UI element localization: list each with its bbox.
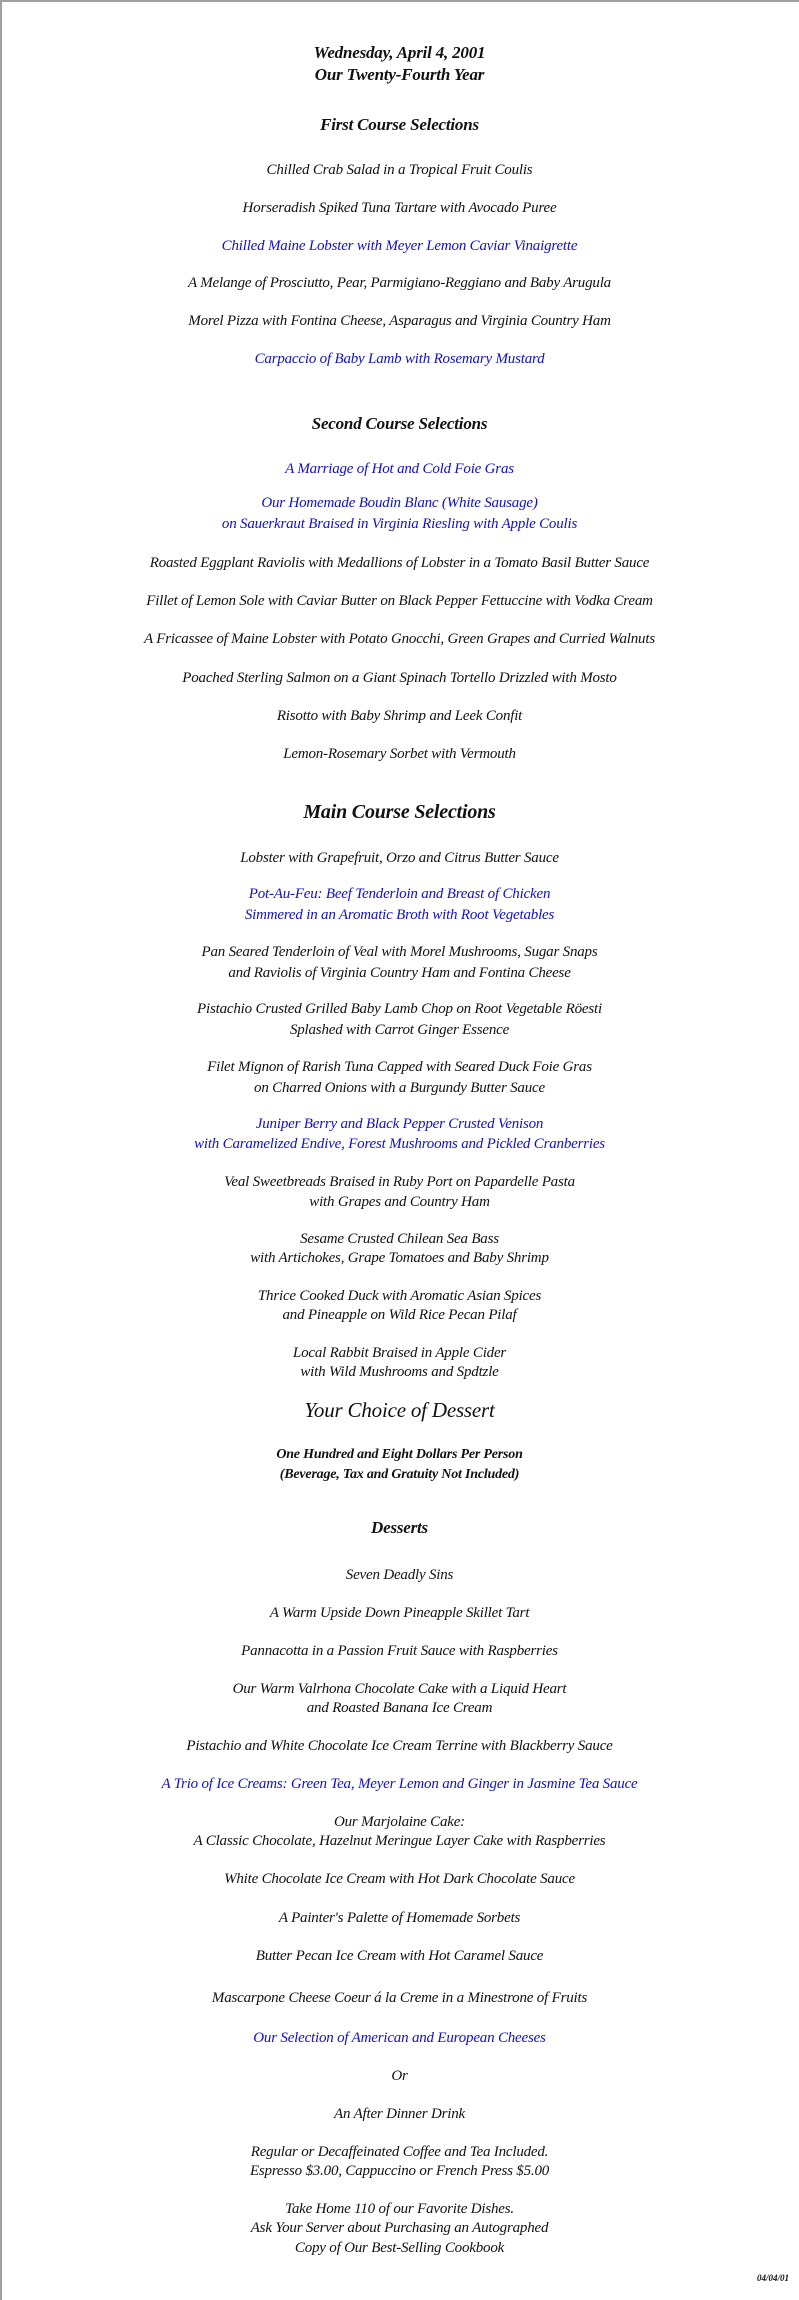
menu-item: Or: [391, 2068, 408, 2084]
menu-item: An After Dinner Drink: [334, 2106, 465, 2122]
menu-item: Pannacotta in a Passion Fruit Sauce with Raspberries: [241, 1643, 558, 1659]
menu-item-highlighted: Chilled Maine Lobster with Meyer Lemon Caviar Vinaigrette: [221, 238, 578, 254]
menu-item-highlighted: Juniper Berry and Black Pepper Crusted Venison: [255, 1116, 544, 1132]
menu-item: Splashed with Carrot Ginger Essence: [289, 1022, 510, 1038]
section-title-main-course: Main Course Selections: [303, 801, 496, 823]
footer-date: 04/04/01: [756, 2273, 789, 2283]
menu-date: Wednesday, April 4, 2001: [313, 43, 486, 62]
menu-item: Fillet of Lemon Sole with Caviar Butter on Black Pepper Fettuccine with Vodka Cream: [146, 593, 653, 609]
menu-item-highlighted: on Sauerkraut Braised in Virginia Riesling with Apple Coulis: [221, 516, 578, 532]
menu-item: White Chocolate Ice Cream with Hot Dark Chocolate Sauce: [224, 1871, 575, 1887]
menu-item: A Painter's Palette of Homemade Sorbets: [278, 1910, 521, 1926]
menu-item: with Grapes and Country Ham: [309, 1194, 490, 1210]
menu-item: Risotto with Baby Shrimp and Leek Confit: [276, 708, 523, 724]
menu-item: Local Rabbit Braised in Apple Cider: [292, 1345, 507, 1361]
menu-item: with Wild Mushrooms and Spdtzle: [300, 1364, 499, 1380]
dessert-choice-heading: Your Choice of Dessert: [304, 1398, 495, 1422]
menu-item: on Charred Onions with a Burgundy Butter Sauce: [254, 1080, 545, 1096]
price-note: (Beverage, Tax and Gratuity Not Included): [279, 1467, 520, 1482]
menu-item: A Fricassee of Maine Lobster with Potato Gnocchi, Green Grapes and Curried Walnuts: [144, 631, 655, 647]
menu-item: Chilled Crab Salad in a Tropical Fruit Coulis: [266, 162, 533, 178]
menu-item-highlighted: Carpaccio of Baby Lamb with Rosemary Mustard: [254, 351, 545, 367]
menu-item: Horseradish Spiked Tuna Tartare with Avocado Puree: [242, 200, 557, 216]
menu-item: A Melange of Prosciutto, Pear, Parmigiano-Reggiano and Baby Arugula: [188, 275, 611, 291]
cookbook-note: Take Home 110 of our Favorite Dishes.: [285, 2201, 514, 2217]
menu-item-highlighted: A Marriage of Hot and Cold Foie Gras: [285, 461, 514, 477]
menu-item-highlighted: A Trio of Ice Creams: Green Tea, Meyer Lemon and Ginger in Jasmine Tea Sauce: [161, 1776, 638, 1792]
menu-item: and Pineapple on Wild Rice Pecan Pilaf: [282, 1307, 517, 1323]
menu-item: A Warm Upside Down Pineapple Skillet Tart: [269, 1605, 530, 1621]
cookbook-note: Copy of Our Best-Selling Cookbook: [294, 2240, 505, 2256]
menu-item: Pistachio and White Chocolate Ice Cream Terrine with Blackberry Sauce: [186, 1738, 613, 1754]
menu-item: with Artichokes, Grape Tomatoes and Baby Shrimp: [250, 1250, 549, 1266]
menu-item-highlighted: Our Homemade Boudin Blanc (White Sausage): [261, 495, 538, 511]
menu-item: Filet Mignon of Rarish Tuna Capped with Seared Duck Foie Gras: [207, 1059, 592, 1075]
menu-item: Lobster with Grapefruit, Orzo and Citrus Butter Sauce: [240, 850, 559, 866]
menu-item: Thrice Cooked Duck with Aromatic Asian Spices: [257, 1288, 542, 1304]
cookbook-note: Ask Your Server about Purchasing an Autographed: [250, 2220, 549, 2236]
section-title-desserts: Desserts: [371, 1518, 428, 1537]
menu-subtitle: Our Twenty-Fourth Year: [314, 65, 485, 84]
menu-item: and Roasted Banana Ice Cream: [306, 1700, 493, 1716]
menu-item: Seven Deadly Sins: [345, 1567, 454, 1583]
menu-item: Poached Sterling Salmon on a Giant Spinach Tortello Drizzled with Mosto: [182, 670, 617, 686]
menu-item: Pan Seared Tenderloin of Veal with Morel Mushrooms, Sugar Snaps: [201, 944, 598, 960]
section-title-second-course: Second Course Selections: [311, 414, 488, 433]
price-line: One Hundred and Eight Dollars Per Person: [276, 1447, 523, 1462]
section-title-first-course: First Course Selections: [320, 115, 479, 134]
menu-item: A Classic Chocolate, Hazelnut Meringue Layer Cake with Raspberries: [193, 1833, 606, 1849]
menu-item: Butter Pecan Ice Cream with Hot Caramel Sauce: [255, 1948, 544, 1964]
menu-item: Veal Sweetbreads Braised in Ruby Port on Papardelle Pasta: [224, 1174, 575, 1190]
menu-item: Morel Pizza with Fontina Cheese, Asparagus and Virginia Country Ham: [188, 313, 611, 329]
coffee-prices: Espresso $3.00, Cappuccino or French Press $5.00: [249, 2163, 550, 2179]
menu-item: Pistachio Crusted Grilled Baby Lamb Chop on Root Vegetable Röesti: [197, 1001, 602, 1017]
menu-item-highlighted: with Caramelized Endive, Forest Mushrooms and Pickled Cranberries: [194, 1136, 605, 1152]
menu-item-highlighted: Simmered in an Aromatic Broth with Root Vegetables: [244, 907, 555, 923]
menu-item: and Raviolis of Virginia Country Ham and Fontina Cheese: [228, 965, 571, 981]
menu-item: Roasted Eggplant Raviolis with Medallions of Lobster in a Tomato Basil Butter Sauce: [149, 555, 650, 571]
menu-item: Our Marjolaine Cake:: [334, 1814, 465, 1830]
menu-item: Our Warm Valrhona Chocolate Cake with a Liquid Heart: [232, 1681, 567, 1697]
menu-item-highlighted: Pot-Au-Feu: Beef Tenderloin and Breast of Chicken: [248, 886, 551, 902]
menu-item: Mascarpone Cheese Coeur á la Creme in a Minestrone of Fruits: [211, 1990, 588, 2006]
menu-item: Lemon-Rosemary Sorbet with Vermouth: [283, 746, 516, 762]
menu-item-highlighted: Our Selection of American and European Cheeses: [253, 2030, 546, 2046]
menu-item: Sesame Crusted Chilean Sea Bass: [300, 1231, 499, 1247]
coffee-note: Regular or Decaffeinated Coffee and Tea Included.: [250, 2144, 549, 2160]
